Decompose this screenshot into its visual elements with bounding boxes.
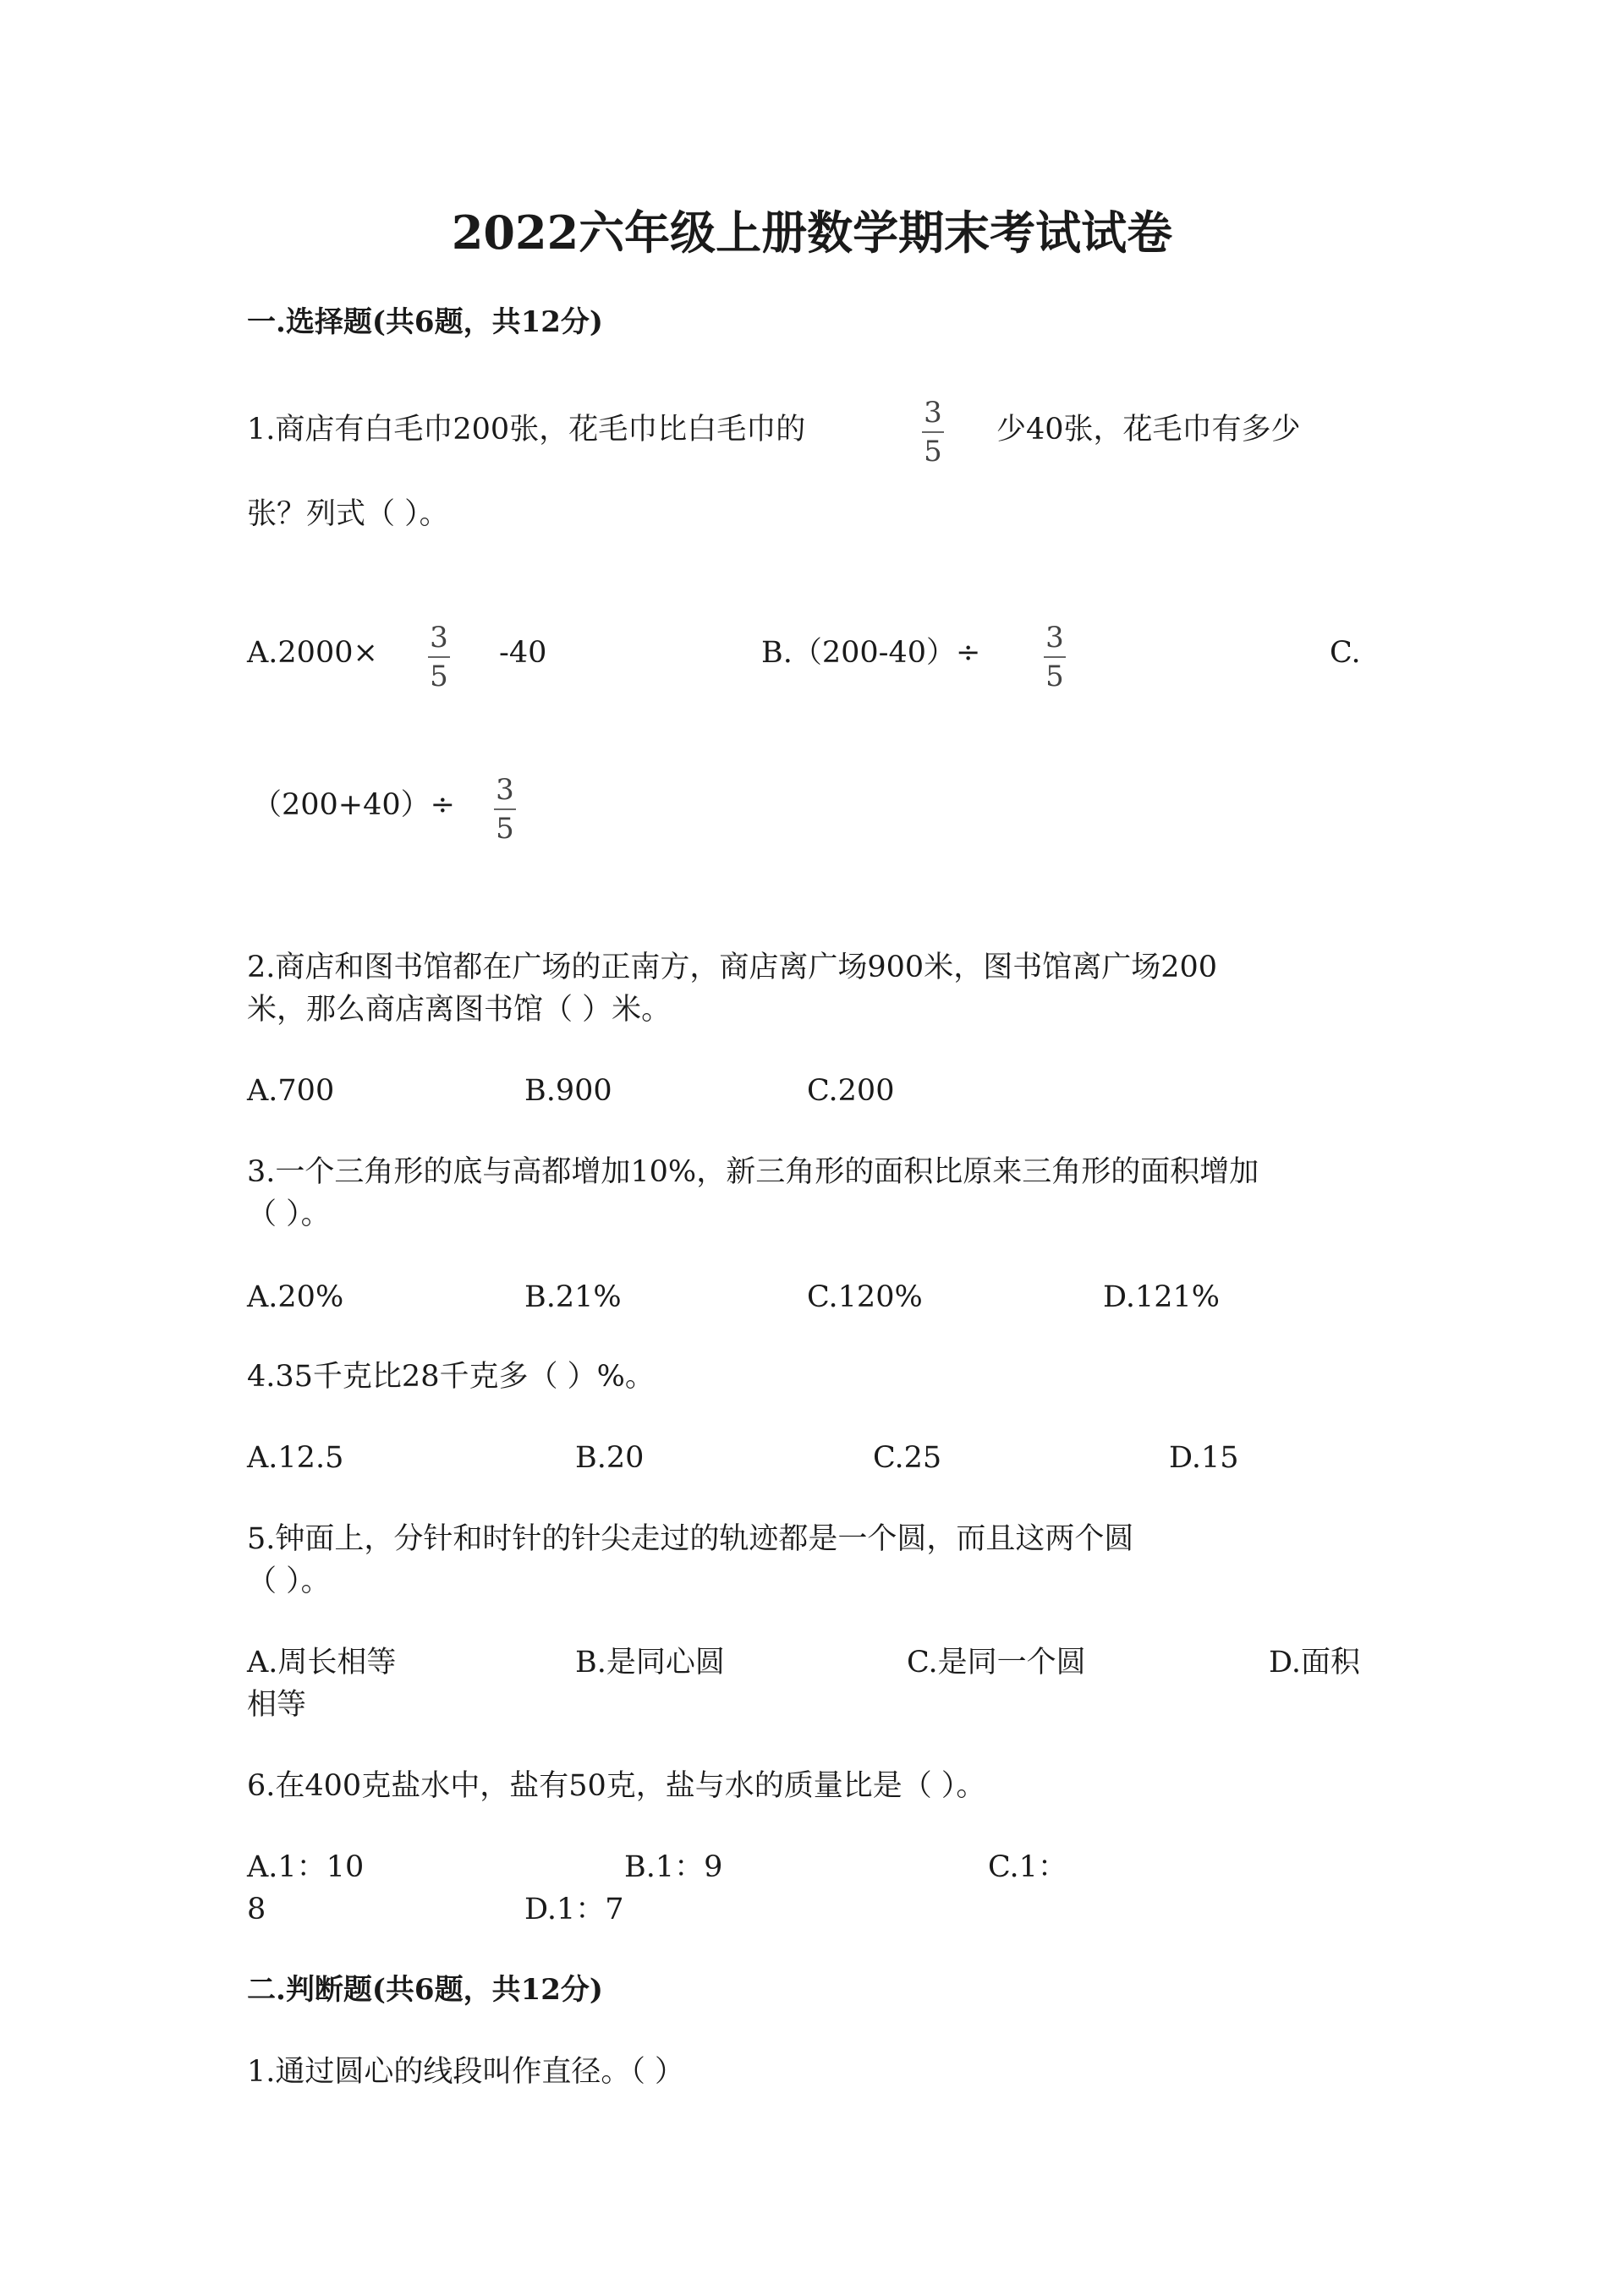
question-6-line-1: 6.在400克盐水中，盐有50克，盐与水的质量比是（ ）。: [247, 1769, 986, 1803]
fraction-q1-option-b: [1044, 622, 1066, 692]
q1-option-a: A.2000×: [247, 636, 378, 670]
question-2-line-1: 2.商店和图书馆都在广场的正南方，商店离广场900米，图书馆离广场200: [247, 951, 1218, 984]
q5-option-d-wrap: 相等: [247, 1688, 307, 1722]
question-1-text-a: 1.商店有白毛巾200张，花毛巾比白毛巾的: [247, 413, 806, 447]
q1-option-c-label: C.: [1330, 636, 1361, 670]
fraction-numerator: 3: [1045, 621, 1064, 655]
q5-option-d: D.面积: [1269, 1646, 1360, 1680]
fraction-numerator: 3: [924, 396, 942, 430]
q1-option-a-tail: -40: [499, 636, 547, 670]
fraction-denominator: 5: [430, 660, 448, 693]
q6-option-d: D.1：7: [524, 1893, 624, 1926]
section-heading-judgement: 二.判断题(共6题，共12分): [247, 1973, 603, 2007]
q2-option-b: B.900: [524, 1074, 612, 1108]
question-2-line-2: 米，那么商店离图书馆（ ）米。: [247, 993, 672, 1027]
q6-option-c: C.1：: [988, 1850, 1067, 1884]
fraction-denominator: 5: [924, 435, 942, 469]
q1-option-c-text: （200+40）÷: [252, 788, 455, 822]
q5-option-c: C.是同一个圆: [907, 1646, 1086, 1680]
q4-option-c: C.25: [873, 1441, 942, 1475]
q6-option-b: B.1：9: [624, 1850, 723, 1884]
fraction-q1-option-c: [494, 775, 516, 844]
q4-option-b: B.20: [575, 1441, 645, 1475]
fraction-q1-option-a: [428, 622, 450, 692]
page-title: 2022六年级上册数学期末考试试卷: [451, 205, 1173, 260]
fraction-numerator: 3: [496, 773, 514, 807]
judgement-1-line-1: 1.通过圆心的线段叫作直径。（ ）: [247, 2055, 685, 2089]
q4-option-a: A.12.5: [247, 1441, 344, 1475]
fraction-bar: [1044, 656, 1066, 658]
q6-option-c-wrap: 8: [247, 1893, 266, 1926]
fraction-denominator: 5: [1045, 660, 1064, 693]
question-3-line-1: 3.一个三角形的底与高都增加10%，新三角形的面积比原来三角形的面积增加: [247, 1155, 1259, 1189]
q3-option-d: D.121%: [1103, 1280, 1221, 1314]
fraction-q1-stem: [922, 397, 944, 467]
q5-option-a: A.周长相等: [247, 1646, 397, 1680]
question-1-text-c: 张？列式（ ）。: [247, 497, 449, 531]
fraction-denominator: 5: [496, 812, 514, 846]
question-1-text-b: 少40张，花毛巾有多少: [996, 413, 1301, 447]
q3-option-a: A.20%: [247, 1280, 344, 1314]
fraction-bar: [428, 656, 450, 658]
question-4-line-1: 4.35千克比28千克多（ ）%。: [247, 1360, 655, 1394]
q2-option-c: C.200: [807, 1074, 895, 1108]
fraction-bar: [922, 431, 944, 433]
q4-option-d: D.15: [1169, 1441, 1239, 1475]
q5-option-b: B.是同心圆: [575, 1646, 725, 1680]
q1-option-b: B.（200-40）÷: [761, 636, 981, 670]
q6-option-a: A.1：10: [247, 1850, 365, 1884]
q3-option-b: B.21%: [524, 1280, 622, 1314]
question-3-line-2: （ ）。: [247, 1197, 331, 1231]
question-5-line-1: 5.钟面上，分针和时针的针尖走过的轨迹都是一个圆，而且这两个圆: [247, 1522, 1134, 1556]
q2-option-a: A.700: [247, 1074, 335, 1108]
fraction-bar: [494, 808, 516, 810]
fraction-numerator: 3: [430, 621, 448, 655]
question-5-line-2: （ ）。: [247, 1564, 331, 1598]
section-heading-choice: 一.选择题(共6题，共12分): [247, 305, 603, 339]
q3-option-c: C.120%: [807, 1280, 923, 1314]
